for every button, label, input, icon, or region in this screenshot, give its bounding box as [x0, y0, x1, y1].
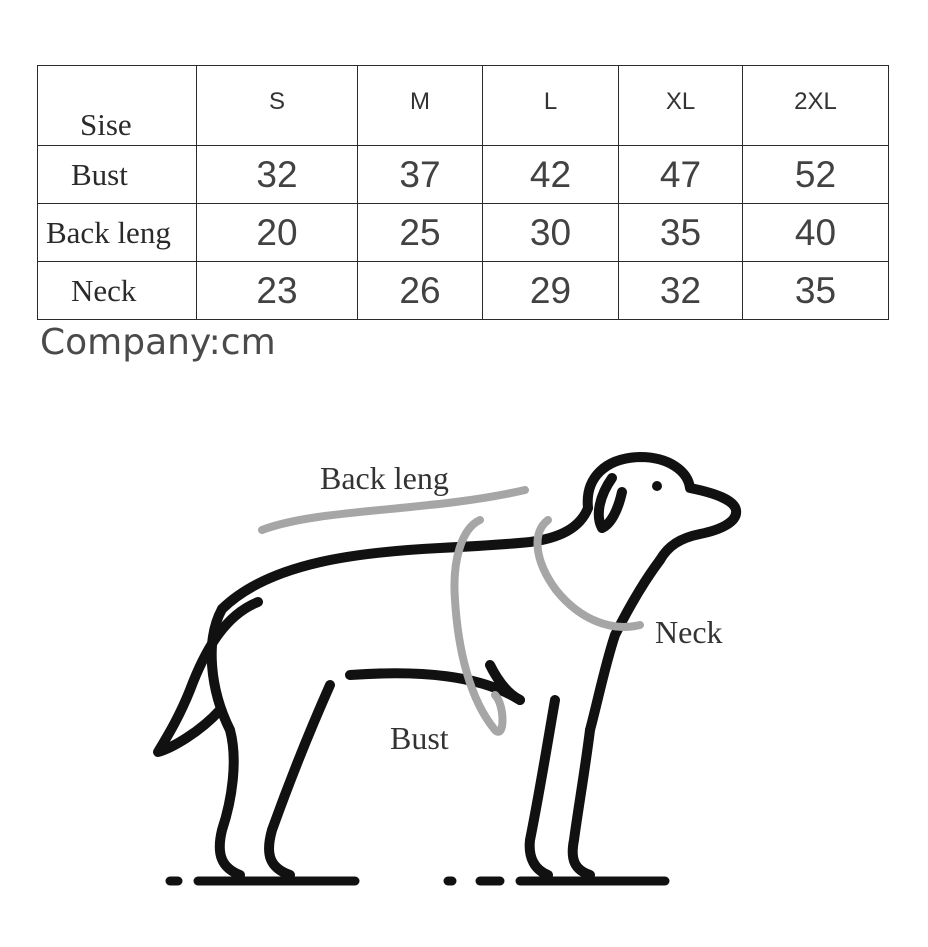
table-cell: 32 — [619, 262, 743, 320]
unit-note: Company:cm — [40, 322, 276, 363]
table-cell: 35 — [743, 262, 889, 320]
dog-silhouette-icon — [158, 457, 736, 875]
table-cell: 20 — [197, 204, 358, 262]
table-cell: 26 — [358, 262, 483, 320]
back-length-guide — [262, 490, 525, 530]
table-cell: 37 — [358, 146, 483, 204]
size-header: L — [483, 66, 619, 146]
size-header: M — [358, 66, 483, 146]
table-cell: 40 — [743, 204, 889, 262]
dog-measurement-figure — [0, 400, 928, 947]
table-cell: 25 — [358, 204, 483, 262]
size-header: S — [197, 66, 358, 146]
table-row — [38, 204, 889, 262]
row-label: Back leng — [38, 204, 197, 262]
table-cell: 30 — [483, 204, 619, 262]
size-header: XL — [619, 66, 743, 146]
table-cell: 47 — [619, 146, 743, 204]
bust-guide — [454, 520, 502, 732]
corner-label: Sise — [38, 66, 197, 146]
table-cell: 42 — [483, 146, 619, 204]
table-cell: 32 — [197, 146, 358, 204]
table-cell: 23 — [197, 262, 358, 320]
table-cell: 29 — [483, 262, 619, 320]
row-label: Bust — [38, 146, 197, 204]
row-label: Neck — [38, 262, 197, 320]
size-header-row — [38, 66, 889, 146]
table-row — [38, 146, 889, 204]
bust-label: Bust — [390, 720, 449, 756]
table-cell: 52 — [743, 146, 889, 204]
size-header: 2XL — [743, 66, 889, 146]
size-chart-table — [37, 65, 889, 320]
back-length-label: Back leng — [320, 460, 449, 496]
measurement-guides — [262, 490, 640, 732]
table-cell: 35 — [619, 204, 743, 262]
table-row — [38, 262, 889, 320]
neck-label: Neck — [655, 614, 723, 650]
